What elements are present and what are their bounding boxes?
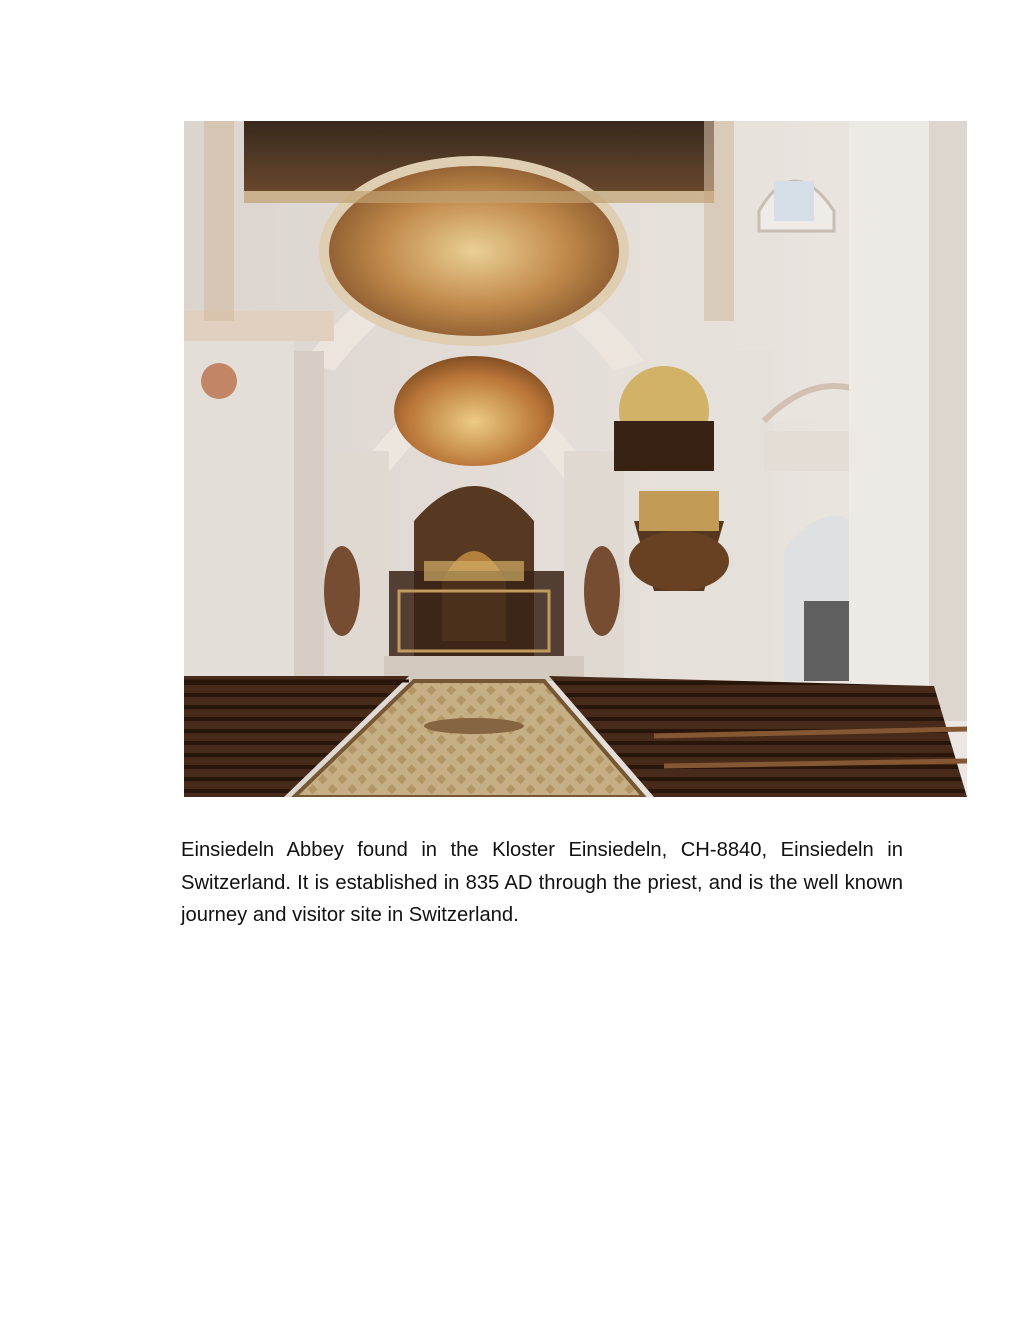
photo-caption: Einsiedeln Abbey found in the Kloster Einsiedeln, CH-8840, Einsiedeln in Switzerland. It is established in 835 AD through the priest, and is the well known journey and visitor site in Switzerland. [181, 839, 903, 926]
abbey-interior-photo [184, 121, 967, 797]
abbey-interior-illustration [184, 121, 967, 797]
